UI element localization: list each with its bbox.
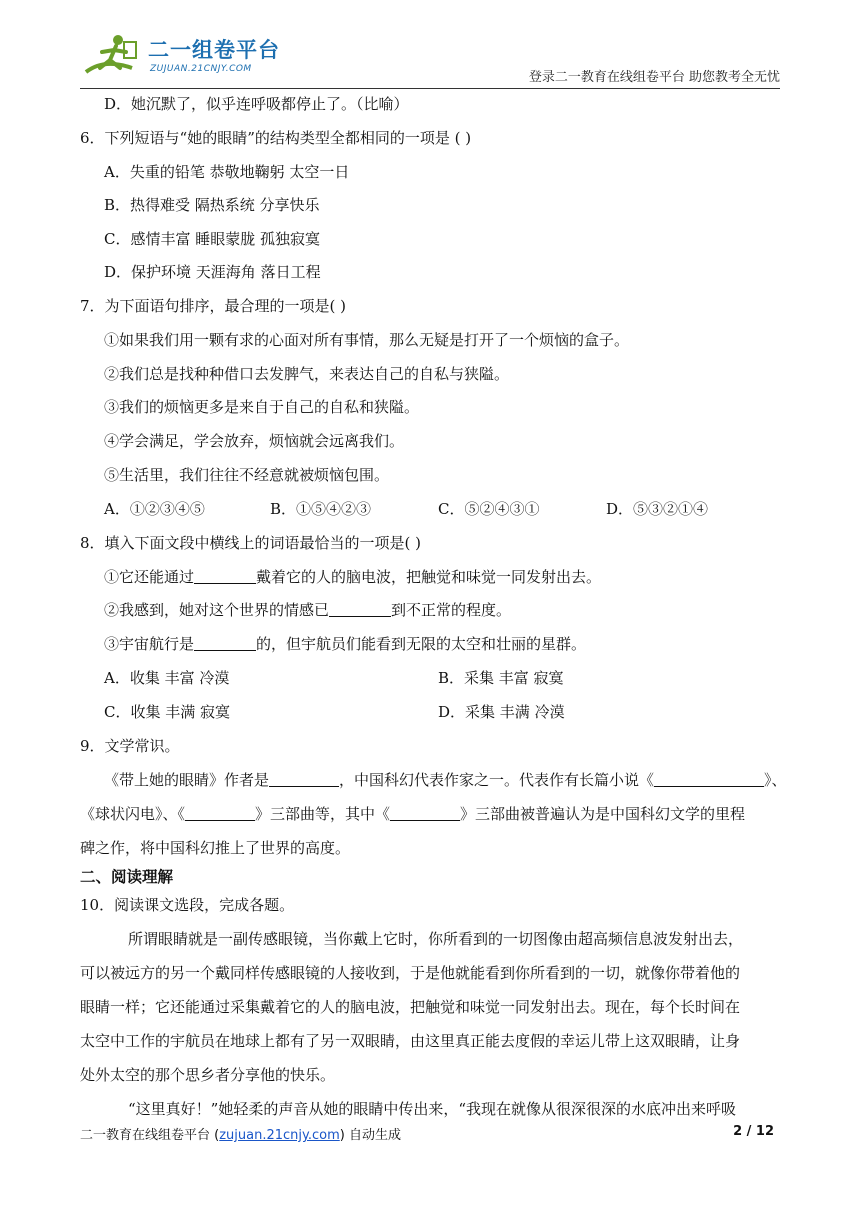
- q9-blank-trilogy-1: [185, 804, 255, 821]
- q7-option-d: D．⑤③②①④: [606, 500, 709, 518]
- q8-blank-3: [194, 634, 256, 651]
- q7-option-b: B．①⑤④②③: [270, 500, 372, 518]
- q8-s1-pre: ①它还能通过: [104, 568, 195, 586]
- q9-l1-text-a: 《带上她的眼睛》作者是: [104, 771, 270, 789]
- q6-stem: 6．下列短语与“她的眼睛”的结构类型全都相同的一项是 ( ): [80, 129, 472, 147]
- q9-l2-text-b: 》三部曲等，其中《: [255, 805, 391, 823]
- runner-logo-icon: [80, 28, 144, 84]
- header-divider: [80, 88, 780, 89]
- q9-l1-text-b: ，中国科幻代表作家之一。代表作有长篇小说《: [339, 771, 655, 789]
- q6-option-b: B．热得难受 隔热系统 分享快乐: [104, 196, 320, 214]
- q8-blank-2: [329, 600, 391, 617]
- q9-l2-text-a: 《球状闪电》、《: [80, 805, 186, 823]
- q8-option-b: B．采集 丰富 寂寞: [438, 669, 564, 687]
- q7-sentence-2: ②我们总是找种种借口去发脾气，来表达自己的自私与狭隘。: [104, 365, 510, 383]
- q9-blank-trilogy-2: [390, 804, 460, 821]
- q8-s3-post: 的，但宇航员们能看到无限的太空和壮丽的星群。: [256, 635, 587, 653]
- footer-source: [80, 1124, 401, 1143]
- q6-option-c: C．感情丰富 睡眼蒙胧 孤独寂寞: [104, 230, 321, 248]
- q8-sentence-2: [104, 600, 511, 620]
- q10-para2-line1: “这里真好！”她轻柔的声音从她的眼睛中传出来，“我现在就像从很深很深的水底冲出来呼吸: [128, 1100, 737, 1118]
- logo[interactable]: [80, 28, 340, 84]
- header-slogan: 登录二一教育在线组卷平台 助您教考全无忧: [528, 70, 780, 85]
- section-title-reading: 二、阅读理解: [80, 868, 174, 886]
- q5-option-d: D．她沉默了，似乎连呼吸都停止了。（比喻）: [104, 95, 409, 113]
- q10-para1-line1: 所谓眼睛就是一副传感眼镜，当你戴上它时，你所看到的一切图像由超高频信息波发射出去，: [128, 930, 744, 948]
- q9-line-2: [80, 804, 745, 824]
- q9-stem: 9．文学常识。: [80, 737, 180, 755]
- q7-option-c: C．⑤②④③①: [438, 500, 540, 518]
- q8-blank-1: [194, 567, 256, 584]
- q10-para1-line4: 太空中工作的宇航员在地球上都有了另一双眼睛，由这里真正能去度假的幸运儿带上这双眼睛，让身: [80, 1032, 741, 1050]
- q6-option-d: D．保护环境 天涯海角 落日工程: [104, 263, 321, 281]
- q9-blank-novel: [654, 770, 764, 787]
- q10-para1-line2: 可以被远方的另一个戴同样传感眼镜的人接收到，于是他就能看到你所看到的一切，就像你带着他的: [80, 964, 741, 982]
- q8-s2-post: 到不正常的程度。: [391, 601, 512, 619]
- q8-s3-pre: ③宇宙航行是: [104, 635, 195, 653]
- q8-s2-pre: ②我感到，她对这个世界的情感已: [104, 601, 330, 619]
- q8-option-d: D．采集 丰满 冷漠: [438, 703, 565, 721]
- q7-sentence-4: ④学会满足，学会放弃，烦恼就会远离我们。: [104, 432, 405, 450]
- q8-option-a: A．收集 丰富 冷漠: [104, 669, 230, 687]
- q9-blank-author: [269, 770, 339, 787]
- q8-sentence-3: [104, 634, 586, 654]
- page-header: [80, 28, 780, 88]
- q8-option-c: C．收集 丰满 寂寞: [104, 703, 231, 721]
- q7-stem: 7．为下面语句排序，最合理的一项是( ): [80, 297, 347, 315]
- q7-sentence-1: ①如果我们用一颗有求的心面对所有事情，那么无疑是打开了一个烦恼的盒子。: [104, 331, 630, 349]
- q8-sentence-1: [104, 567, 601, 587]
- q8-s1-post: 戴着它的人的脑电波，把触觉和味觉一同发射出去。: [256, 568, 602, 586]
- q9-l2-text-c: 》三部曲被普遍认为是中国科幻文学的里程: [460, 805, 746, 823]
- footer-prefix: 二一教育在线组卷平台 (: [80, 1128, 220, 1143]
- q10-para1-line3: 眼睛一样；它还能通过采集戴着它的人的脑电波，把触觉和味觉一同发射出去。现在，每个长时间在: [80, 998, 741, 1016]
- footer-suffix: ) 自动生成: [339, 1128, 401, 1143]
- q7-option-a: A．①②③④⑤: [104, 500, 205, 518]
- footer-link[interactable]: zujuan.21cnjy.com: [219, 1128, 340, 1143]
- q6-option-a: A．失重的铅笔 恭敬地鞠躬 太空一日: [104, 163, 350, 181]
- q8-stem: 8．填入下面文段中横线上的词语最恰当的一项是( ): [80, 534, 422, 552]
- q9-l1-text-c: 》、: [764, 771, 787, 789]
- q7-sentence-5: ⑤生活里，我们往往不经意就被烦恼包围。: [104, 466, 390, 484]
- logo-subtitle: ZUJUAN.21CNJY.COM: [150, 64, 252, 74]
- logo-title: 二一组卷平台: [148, 38, 280, 62]
- q9-line-1: [104, 770, 787, 790]
- q9-line-3: 碑之作，将中国科幻推上了世界的高度。: [80, 839, 351, 857]
- q10-stem: 10．阅读课文选段，完成各题。: [80, 896, 295, 914]
- page-number: 2 / 12: [733, 1124, 774, 1139]
- q7-sentence-3: ③我们的烦恼更多是来自于自己的自私和狭隘。: [104, 398, 420, 416]
- q10-para1-line5: 处外太空的那个思乡者分享他的快乐。: [80, 1066, 336, 1084]
